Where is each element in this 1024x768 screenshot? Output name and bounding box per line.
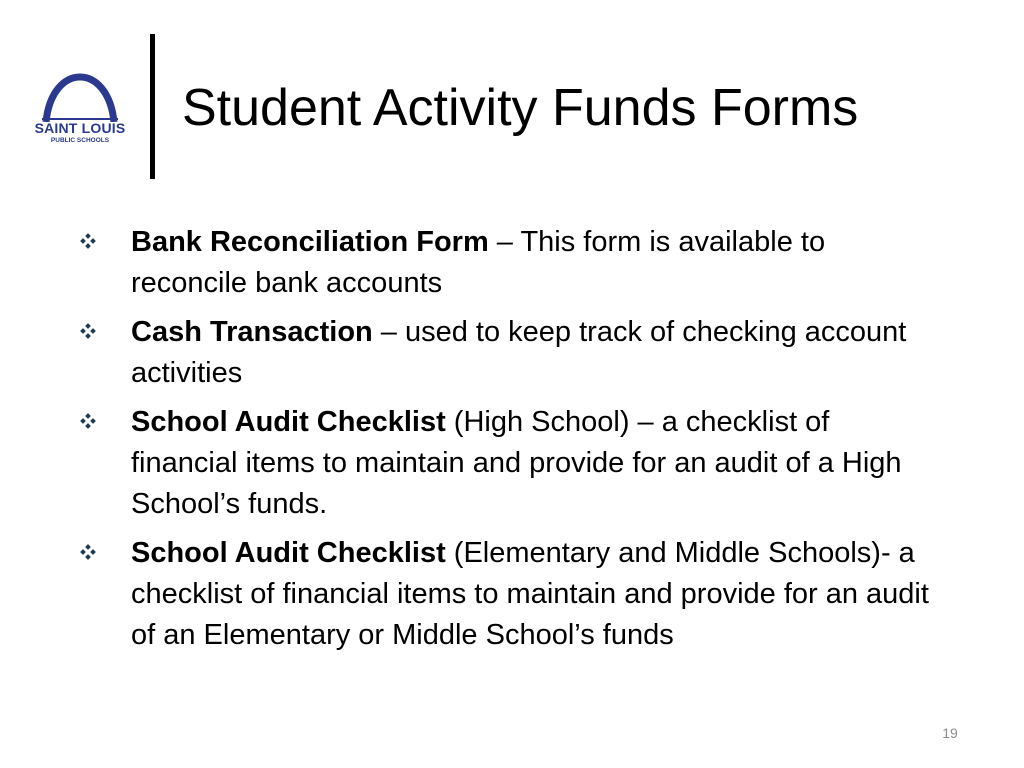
bullet-term: School Audit Checklist (131, 537, 446, 569)
bullet-term: Cash Transaction (131, 316, 373, 348)
slide-title: Student Activity Funds Forms (182, 79, 859, 137)
diamond-bullet-icon (80, 413, 96, 429)
bullet-item (80, 222, 940, 304)
bullet-term: Bank Reconciliation Form (131, 226, 489, 258)
bullet-text: (Elementary and Middle Schools)- a checklist of financial items to maintain and provide for an audit of an Elementary or Middle School’s funds (131, 537, 929, 651)
bullet-item (80, 402, 940, 525)
gateway-arch-icon (40, 72, 120, 122)
bullet-text: (High School) – a checklist of financial items to maintain and provide for an audit of a High School’s funds. (131, 406, 902, 520)
diamond-bullet-icon (80, 233, 96, 249)
bullet-item (80, 312, 940, 394)
title-divider (150, 34, 155, 179)
bullet-item (80, 533, 940, 656)
diamond-bullet-icon (80, 544, 96, 560)
bullet-text: – used to keep track of checking account activities (131, 316, 907, 389)
bullet-list (80, 222, 940, 664)
logo-name: SAINT LOUIS (34, 120, 126, 136)
diamond-bullet-icon (80, 323, 96, 339)
page-number: 19 (942, 725, 958, 741)
bullet-term: School Audit Checklist (131, 406, 446, 438)
bullet-text: – This form is available to reconcile bank accounts (131, 226, 826, 299)
logo-subtitle: PUBLIC SCHOOLS (50, 137, 110, 144)
saint-louis-public-schools-logo (26, 72, 134, 152)
